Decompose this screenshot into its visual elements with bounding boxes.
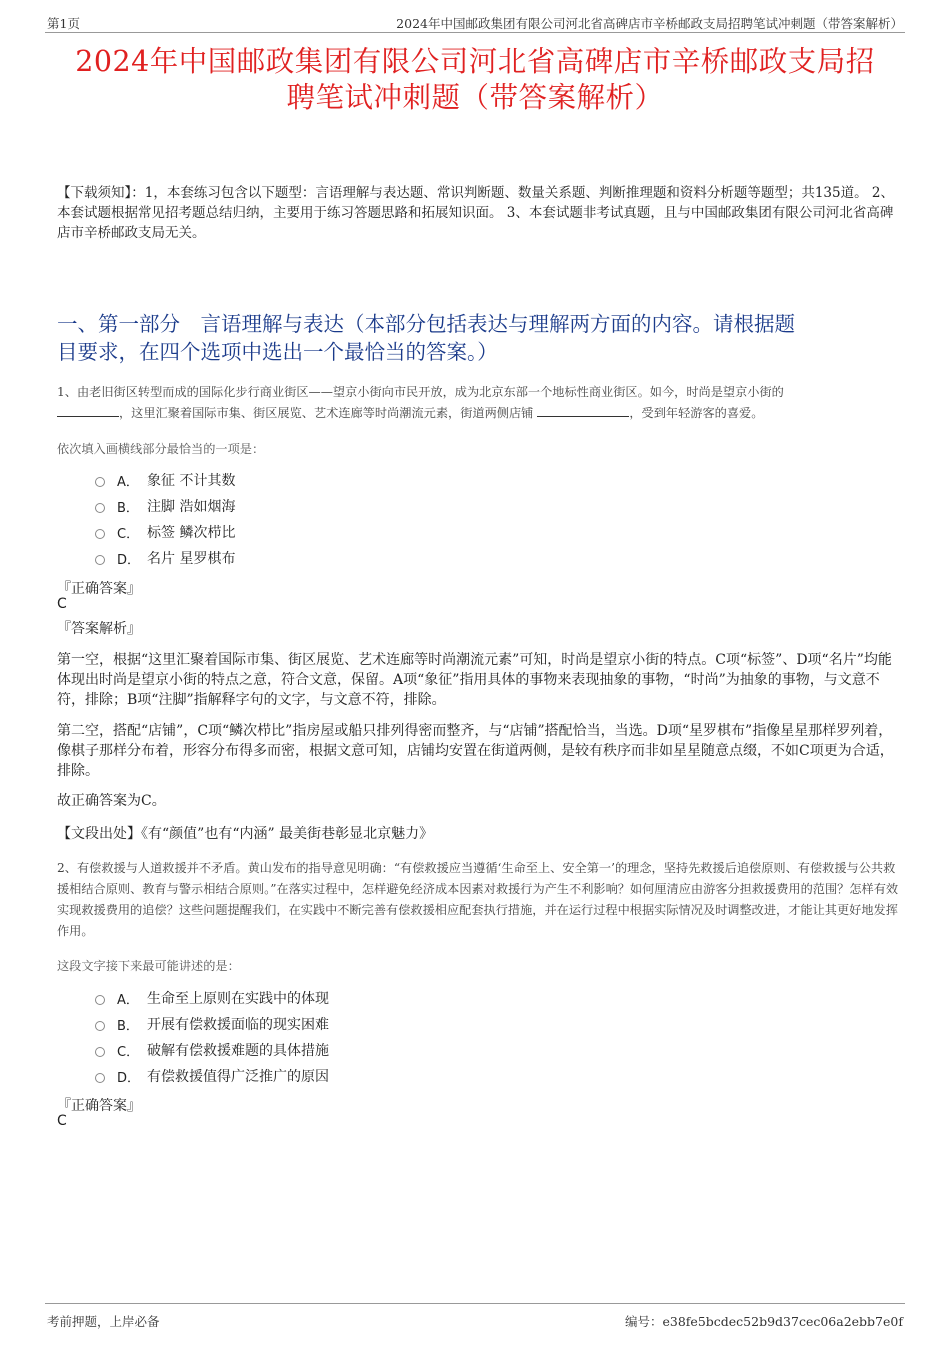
radio-icon[interactable] bbox=[95, 1073, 105, 1083]
question-1-option-b[interactable]: B． 注脚 浩如烟海 bbox=[95, 493, 235, 519]
title-line-1: 2024年中国邮政集团有限公司河北省高碑店市辛桥邮政支局招 bbox=[75, 45, 875, 78]
radio-icon[interactable] bbox=[95, 529, 105, 539]
question-1-prompt: 依次填入画横线部分最恰当的一项是： bbox=[57, 442, 265, 456]
blank-2 bbox=[537, 404, 629, 417]
question-1-stem-part-c: ，受到年轻游客的喜爱。 bbox=[629, 406, 764, 420]
page-footer bbox=[45, 1303, 905, 1334]
section-heading bbox=[57, 310, 895, 366]
question-2-option-b[interactable]: B． 开展有偿救援面临的现实困难 bbox=[95, 1011, 329, 1037]
page-title bbox=[40, 44, 910, 116]
question-2-option-d[interactable]: D． 有偿救援值得广泛推广的原因 bbox=[95, 1063, 329, 1089]
question-2-answer: C bbox=[57, 1113, 67, 1129]
question-1-option-d[interactable]: D． 名片 星罗棋布 bbox=[95, 545, 235, 571]
question-1-conclusion: 故正确答案为C。 bbox=[57, 793, 166, 809]
question-1-analysis-paragraph-2: 第二空，搭配“店铺”，C项“鳞次栉比”指房屋或船只排列得密而整齐，与“店铺”搭配恰当，当选。D项“星罗棋布”指像星星那样罗列着，像棋子那样分布着，形容分布得多而密，根据文意可知，店铺均安置在街道两侧，是较有秩序而非如星星随意点缀，不如C项更为合适，排除。 bbox=[57, 723, 894, 779]
radio-icon[interactable] bbox=[95, 477, 105, 487]
question-2-option-a[interactable]: A． 生命至上原则在实践中的体现 bbox=[95, 985, 329, 1011]
section-heading-line-1: 一、第一部分 言语理解与表达（本部分包括表达与理解两方面的内容。请根据题 bbox=[57, 312, 795, 336]
radio-icon[interactable] bbox=[95, 995, 105, 1005]
radio-icon[interactable] bbox=[95, 1021, 105, 1031]
page-header bbox=[45, 12, 905, 33]
question-1-option-a[interactable]: A． 象征 不计其数 bbox=[95, 467, 235, 493]
question-1-analysis-paragraph-1: 第一空，根据“这里汇聚着国际市集、街区展览、艺术连廊等时尚潮流元素”可知，时尚是望京小街的特点。C项“标签”、D项“名片”均能体现出时尚是望京小街的特点之意，符合文意，保留。A项“象征”指用具体的事物来表现抽象的事物，“时尚”为抽象的事物，与文意不符，排除；B项“注脚”指解释字句的文字，与文意不符，排除。 bbox=[57, 652, 892, 708]
question-1-answer: C bbox=[57, 596, 67, 612]
question-2-prompt: 这段文字接下来最可能讲述的是： bbox=[57, 959, 240, 973]
header-doc-title: 2024年中国邮政集团有限公司河北省高碑店市辛桥邮政支局招聘笔试冲刺题（带答案解析） bbox=[396, 16, 903, 31]
question-1-stem-part-a: 1、由老旧街区转型而成的国际化步行商业街区——望京小街向市民开放，成为北京东部一个地标性商业街区。如今，时尚是望京小街的 bbox=[57, 385, 784, 399]
radio-icon[interactable] bbox=[95, 555, 105, 565]
title-line-2: 聘笔试冲刺题（带答案解析） bbox=[286, 81, 664, 114]
question-2-answer-label: 『正确答案』 bbox=[57, 1098, 141, 1114]
download-notice: 【下载须知】：1，本套练习包含以下题型：言语理解与表达题、常识判断题、数量关系题、判断推理题和资料分析题等题型；共135道。 2、本套试题根据常见招考题总结归纳，主要用于练习答题思路和拓展知识面。 3、本套试题非考试真题，且与中国邮政集团有限公司河北省高碑店市辛桥邮政支局无关。 bbox=[57, 185, 894, 241]
radio-icon[interactable] bbox=[95, 1047, 105, 1057]
question-1-stem bbox=[57, 382, 900, 424]
section-heading-line-2: 目要求，在四个选项中选出一个最恰当的答案。） bbox=[57, 340, 498, 364]
footer-doc-id: 编号：e38fe5bcdec52b9d37cec06a2ebb7e0f bbox=[625, 1314, 903, 1329]
radio-icon[interactable] bbox=[95, 503, 105, 513]
page-number: 第1页 bbox=[47, 16, 80, 31]
footer-slogan: 考前押题，上岸必备 bbox=[47, 1314, 160, 1329]
question-1-answer-label: 『正确答案』 bbox=[57, 581, 141, 597]
question-2-stem: 2、有偿救援与人道救援并不矛盾。黄山发布的指导意见明确：“有偿救援应当遵循‘生命至上、安全第一’的理念，坚持先救援后追偿原则、有偿救援与公共救援相结合原则、教育与警示相结合原则。”在落实过程中，怎样避免经济成本因素对救援行为产生不利影响？如何厘清应由游客分担救援费用的范围？怎样有效实现救援费用的追偿？这些问题提醒我们，在实践中不断完善有偿救援相应配套执行措施，并在运行过程中根据实际情况及时调整改进，才能让其更好地发挥作用。 bbox=[57, 861, 899, 938]
question-2-options bbox=[95, 985, 329, 1089]
blank-1 bbox=[57, 404, 119, 417]
question-1-options bbox=[95, 467, 235, 571]
question-1-source: 【文段出处】《有“颜值”也有“内涵” 最美街巷彰显北京魅力》 bbox=[57, 826, 434, 842]
question-2-option-c[interactable]: C． 破解有偿救援难题的具体措施 bbox=[95, 1037, 329, 1063]
question-1-option-c[interactable]: C． 标签 鳞次栉比 bbox=[95, 519, 235, 545]
question-1-stem-part-b: ，这里汇聚着国际市集、街区展览、艺术连廊等时尚潮流元素，街道两侧店铺 bbox=[119, 406, 534, 420]
question-1-analysis-label: 『答案解析』 bbox=[57, 621, 141, 637]
